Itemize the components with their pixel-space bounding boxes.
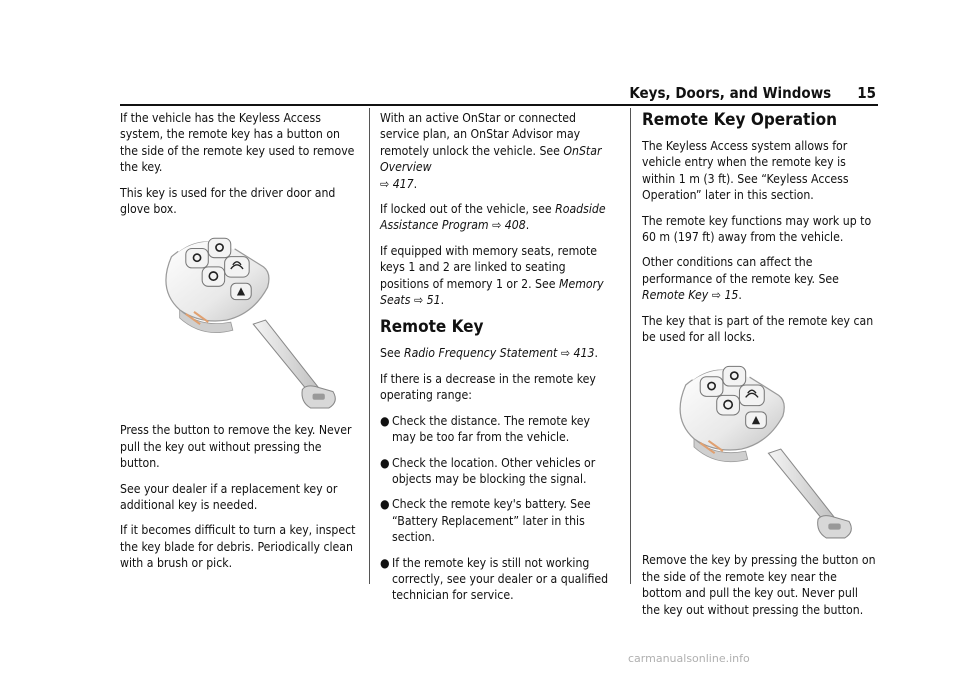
paragraph: The key that is part of the remote key can be used for all locks. <box>642 313 874 345</box>
page-number: 15 <box>857 84 876 102</box>
arrow-icon: ⇨ <box>560 346 571 361</box>
bullet-icon: ● <box>380 413 390 428</box>
cross-reference-link[interactable]: OnStar Overview <box>380 143 602 175</box>
paragraph: If equipped with memory seats, remote keys 1 and 2 are linked to seating positions of memory 1 or 2. See Memory Seats ⇨ 51. <box>380 243 604 308</box>
paragraph: See Radio Frequency Statement ⇨ 413. <box>380 346 598 361</box>
arrow-icon: ⇨ <box>380 176 390 191</box>
cross-reference-link[interactable]: Memory Seats <box>380 276 604 308</box>
remote-key-illustration <box>138 226 344 410</box>
paragraph: The remote key functions may work up to 60 m (197 ft) away from the vehicle. <box>642 213 872 245</box>
paragraph: Press the button to remove the key. Never pull the key out without pressing the button. <box>120 423 352 471</box>
arrow-icon: ⇨ <box>413 293 424 308</box>
list-item: ● Check the remote key's battery. See “Battery Replacement” later in this section. <box>380 497 591 545</box>
arrow-icon: ⇨ <box>492 218 502 233</box>
cross-reference-link[interactable]: Radio Frequency Statement <box>403 346 558 361</box>
paragraph: If it becomes difficult to turn a key, inspect the key blade for debris. Periodically clean with a brush or pick. <box>120 523 356 571</box>
paragraph: See your dealer if a replacement key or additional key is needed. <box>120 481 338 513</box>
paragraph: If the vehicle has the Keyless Access system, the remote key has a button on the side of the remote key used to remove the key. <box>120 111 355 175</box>
paragraph: Remove the key by pressing the button on the side of the remote key near the bottom and pull the key out. Never pull the key out without pressing the button. <box>642 553 876 617</box>
column-2 <box>380 110 610 613</box>
section-heading: Remote Key Operation <box>642 110 837 130</box>
page-reference[interactable]: 51 <box>426 293 441 308</box>
page-reference[interactable]: 417 <box>392 176 414 191</box>
column-3 <box>642 110 878 627</box>
remote-key-illustration <box>650 354 862 540</box>
cross-reference-link[interactable]: Remote Key <box>642 288 709 303</box>
bullet-icon: ● <box>380 497 390 512</box>
bullet-icon: ● <box>380 555 390 570</box>
running-header <box>476 84 876 102</box>
header-rule <box>120 104 878 106</box>
page-reference[interactable]: 15 <box>724 288 739 303</box>
section-title: Keys, Doors, and Windows <box>629 84 832 102</box>
section-heading: Remote Key <box>380 317 484 338</box>
paragraph: This key is used for the driver door and glove box. <box>120 185 336 217</box>
watermark: carmanualsonline.info <box>628 652 750 665</box>
arrow-icon: ⇨ <box>711 288 721 303</box>
paragraph: With an active OnStar or connected service plan, an OnStar Advisor may remotely unlock the vehicle. See OnStar Overview ⇨ 417. <box>380 111 602 191</box>
paragraph: The Keyless Access system allows for vehicle entry when the remote key is within 1 m (3 ft). See “Keyless Access Operation” later in this section. <box>642 139 849 203</box>
list-item: ● Check the location. Other vehicles or objects may be blocking the signal. <box>380 455 596 486</box>
bullet-icon: ● <box>380 455 390 470</box>
bullet-list <box>380 413 610 604</box>
column-1 <box>120 110 358 581</box>
cross-reference-link[interactable]: Roadside Assistance Program <box>380 202 606 233</box>
paragraph: If locked out of the vehicle, see Roadside Assistance Program ⇨ 408. <box>380 202 606 233</box>
page-reference[interactable]: 408 <box>504 218 526 233</box>
list-item: ● Check the distance. The remote key may be too far from the vehicle. <box>380 413 591 445</box>
column-divider-2 <box>630 108 631 584</box>
list-item: ● If the remote key is still not working correctly, see your dealer or a qualified technician for service. <box>380 555 609 603</box>
page-reference[interactable]: 413 <box>573 346 595 361</box>
paragraph: If there is a decrease in the remote key operating range: <box>380 371 596 403</box>
column-divider-1 <box>369 108 370 584</box>
paragraph: Other conditions can affect the performance of the remote key. See Remote Key ⇨ 15. <box>642 255 839 303</box>
